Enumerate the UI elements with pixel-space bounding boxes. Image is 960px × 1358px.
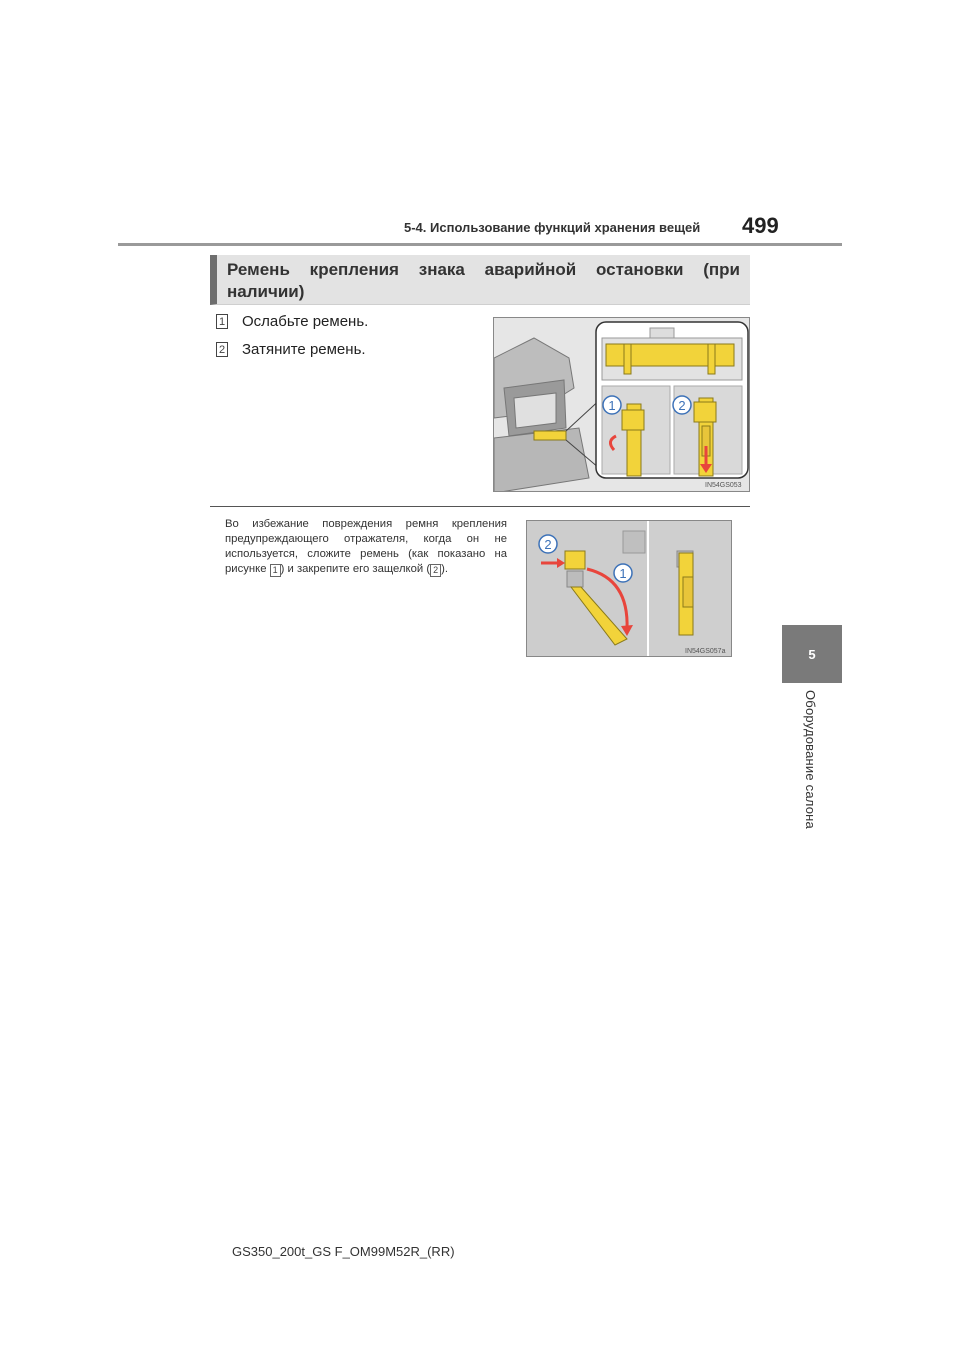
chapter-tab[interactable] — [782, 625, 842, 683]
callout-1-icon — [614, 564, 632, 582]
header-rule — [118, 243, 842, 246]
figure-strap-adjust — [493, 317, 750, 492]
step-text-1: Ослабьте ремень. — [242, 313, 369, 330]
caution-text — [225, 517, 507, 577]
figure-2-code: IN54GS057a — [685, 648, 726, 655]
page-number: 499 — [742, 213, 779, 238]
header-title: 5-4. Использование функций хранения вещей — [404, 220, 701, 235]
section-divider — [210, 506, 750, 507]
callout-2-icon — [539, 535, 557, 553]
chapter-label: Оборудование салона — [803, 690, 818, 829]
callout-1-label: 1 — [608, 398, 616, 413]
callout-1-icon — [603, 396, 621, 414]
caution-ref-1: 1 — [270, 564, 281, 577]
footer-doc-id: GS350_200t_GS F_OM99M52R_(RR) — [232, 1244, 455, 1259]
step-2 — [216, 341, 366, 358]
callout-2-label: 2 — [678, 398, 686, 413]
step-number-2: 2 — [216, 342, 228, 357]
callout-2-label: 2 — [544, 537, 552, 552]
trunk-lid-right — [649, 521, 732, 657]
section-heading-box — [210, 255, 750, 305]
chapter-number: 5 — [808, 646, 816, 662]
caution-text-part-1: Во избежание повреждения ремня крепления предупреждающего отражателя, когда он не используется, сложите ремень (как показано на рисунке — [225, 518, 507, 575]
caution-text-part-3: ). — [441, 563, 449, 575]
step-1 — [216, 313, 368, 330]
figure-1-code: IN54GS053 — [705, 482, 742, 489]
caution-text-part-2: ) и закрепите его защелкой ( — [280, 563, 431, 575]
section-heading: Ремень крепления знака аварийной остановки (при наличии) — [227, 260, 740, 301]
callout-1-label: 1 — [619, 566, 627, 581]
callout-2-icon — [673, 396, 691, 414]
figure-strap-fold — [526, 520, 732, 657]
step-number-1: 1 — [216, 314, 228, 329]
caution-ref-2: 2 — [430, 564, 441, 577]
step-text-2: Затяните ремень. — [242, 341, 366, 358]
